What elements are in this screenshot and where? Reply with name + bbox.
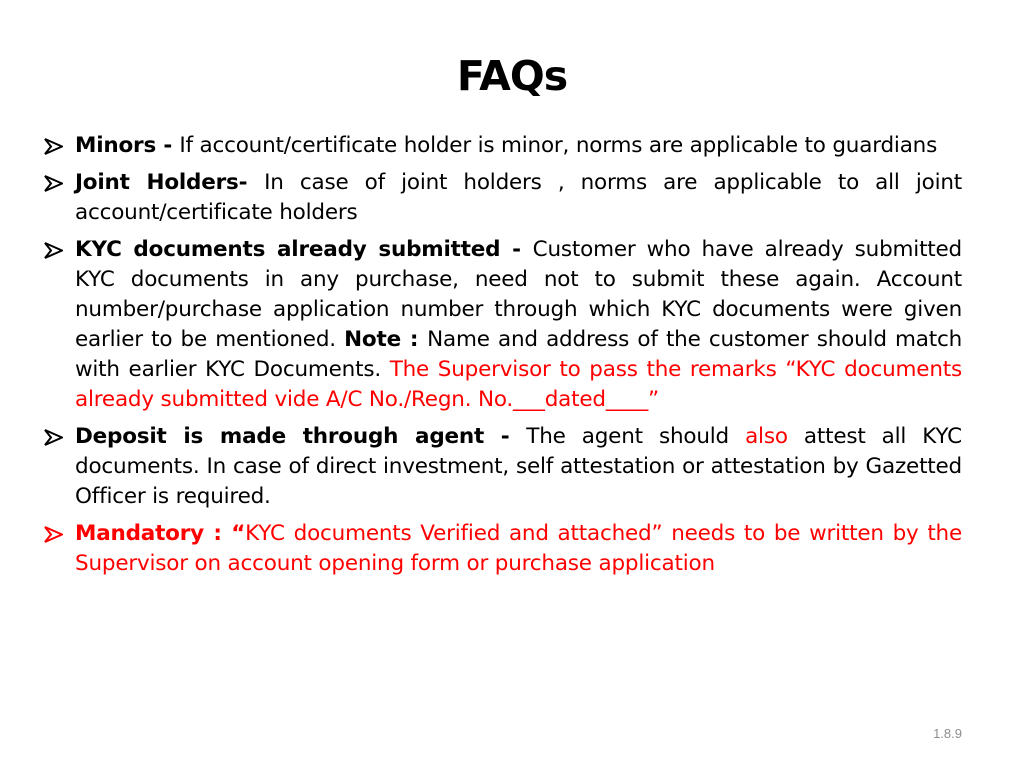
list-item-text: [75, 235, 962, 415]
item-heading: Mandatory : “: [75, 521, 246, 546]
list-item-mandatory: [44, 519, 962, 579]
item-highlight: also: [745, 424, 788, 449]
item-heading: Joint Holders-: [75, 170, 265, 195]
arrow-bullet-icon: [44, 131, 75, 155]
arrow-bullet-icon: [44, 168, 75, 192]
faq-list: [44, 131, 962, 586]
note-label: Note :: [344, 327, 428, 352]
arrow-bullet-icon: [44, 519, 75, 543]
list-item-agent-deposit: [44, 422, 962, 512]
list-item-text: [75, 168, 962, 228]
list-item-minors: [44, 131, 962, 161]
item-heading: KYC documents already submitted -: [75, 237, 533, 262]
list-item-text: [75, 131, 962, 161]
supervisor-remark: The Supervisor to pass the remarks “KYC documents already submitted vide A/C No./Regn. No.___dated____”: [75, 357, 962, 412]
item-body: Customer who have already submitted KYC documents in any purchase, need not to submit these again. Account number/purchase application number through which KYC documents were given earlier to be mentioned.: [75, 237, 962, 352]
page-number: 1.8.9: [933, 726, 962, 741]
item-body: In case of joint holders , norms are applicable to all joint account/certificate holders: [75, 170, 963, 225]
note-body: Name and address of the customer should match with earlier KYC Documents.: [75, 327, 962, 382]
item-body: If account/certificate holder is minor, norms are applicable to guardians: [179, 133, 938, 158]
item-body: The agent should: [526, 424, 746, 449]
item-body: KYC documents Verified and attached” needs to be written by the Supervisor on account opening form or purchase application: [75, 521, 963, 576]
list-item-kyc-documents: [44, 235, 962, 415]
list-item-joint-holders: [44, 168, 962, 228]
list-item-text: [75, 519, 962, 579]
page-title: FAQs: [456, 52, 568, 100]
item-heading: Deposit is made through agent -: [75, 424, 527, 449]
arrow-bullet-icon: [44, 422, 75, 446]
arrow-bullet-icon: [44, 235, 75, 259]
list-item-text: [75, 422, 962, 512]
item-heading: Minors -: [75, 133, 180, 158]
item-body: attest all KYC documents. In case of direct investment, self attestation or attestation by Gazetted Officer is required.: [75, 424, 962, 509]
